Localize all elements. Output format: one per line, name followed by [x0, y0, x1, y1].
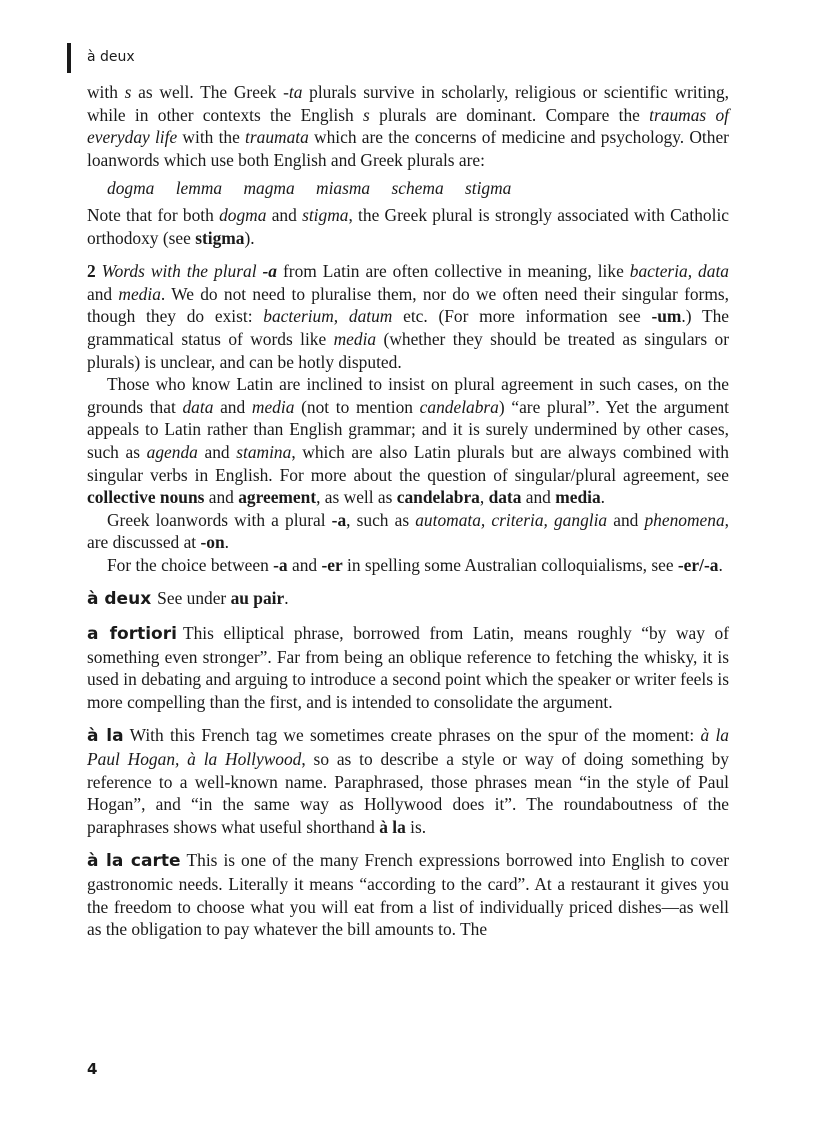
cross-reference[interactable]: candelabra: [396, 487, 480, 508]
section-number: 2: [87, 261, 96, 282]
entry-a-deux: à deux See under au pair.: [87, 588, 289, 610]
running-head: à deux: [87, 49, 135, 65]
loanword: magma: [243, 178, 295, 199]
loanword-list: [107, 177, 729, 200]
loanword: lemma: [175, 178, 223, 199]
entry-a-la: à la With this French tag we sometimes create phrases on the spur of the moment: à la Paul Hogan, à la Hollywood, so as to describe a style or way of doing something by reference to a well-known name. Paraphrased, those phrases mean “in the style of Paul Hogan”, and “in the same way as Hollywood does it”. The roundaboutness of the paraphrases shows what useful shorthand à la is.: [87, 725, 729, 837]
cross-reference[interactable]: collective nouns: [87, 487, 205, 508]
cross-reference[interactable]: media: [555, 487, 601, 508]
paragraph-spelling-choice: For the choice between -a and -er in spelling some Australian colloquialisms, see -er/-a.: [107, 554, 723, 575]
paragraph-note: Note that for both dogma and stigma, the Greek plural is strongly associated with Catholic orthodoxy (see stigma).: [87, 204, 730, 248]
entry-a-fortiori: a fortiori This elliptical phrase, borrowed from Latin, means roughly “by way of something even stronger”. Far from being an oblique reference to fetching the whisky, it is used in debating and arguing to introduce a second point which the speaker or writer feels is more compelling than the first, and is intended to consolidate the argument.: [87, 623, 730, 712]
headword: à la: [87, 726, 124, 747]
paragraph-greek-plurals: with s as well. The Greek -ta plurals survive in scholarly, religious or scientific writing, while in other contexts the English s plurals are dominant. Compare the traumas of everyday life with the traumata which are the concerns of medicine and psychology. Other loanwords which use both English and Greek plurals are:: [87, 82, 729, 170]
loanword: dogma: [107, 178, 155, 199]
cross-reference[interactable]: -on: [200, 532, 225, 553]
headword: à deux: [87, 589, 152, 610]
loanword: schema: [391, 178, 444, 199]
cross-reference[interactable]: data: [488, 487, 522, 508]
page-number: 4: [87, 1060, 98, 1078]
cross-reference[interactable]: au pair: [230, 588, 285, 609]
paragraph-greek-loanwords: Greek loanwords with a plural -a, such as automata, criteria, ganglia and phenomena, are discussed at -on.: [87, 509, 729, 553]
loanword: stigma: [465, 178, 512, 199]
cross-reference[interactable]: -er/-a: [677, 554, 719, 575]
headword: à la carte: [87, 851, 181, 872]
page-body: [87, 81, 729, 941]
cross-reference[interactable]: -um: [651, 306, 682, 327]
paragraph-latin-agreement: Those who know Latin are inclined to insist on plural agreement in such cases, on the grounds that data and media (not to mention candelabra) “are plural”. Yet the argument appeals to Latin rather than English grammar; and it is surely undermined by other cases, such as agenda and stamina, which are also Latin plurals but are always combined with singular verbs in English. For more about the question of singular/plural agreement, see collective nouns and agreement, as well as candelabra, data and media.: [87, 374, 730, 508]
cross-reference[interactable]: stigma: [195, 227, 245, 248]
cross-reference[interactable]: agreement: [238, 487, 317, 508]
entry-a-la-carte: à la carte This is one of the many French expressions borrowed into English to cover gastronomic needs. Literally it means “according to the card”. At a restaurant it gives you the freedom to choose what you will eat from a list of individually priced dishes—as well as the obligation to pay whatever the bill amounts to. The: [87, 850, 729, 940]
headword: a fortiori: [87, 624, 177, 645]
paragraph-latin-plurals: 2 Words with the plural -a from Latin are often collective in meaning, like bacteria, data and media. We do not need to pluralise them, nor do we often need their singular forms, though they do exist: bacterium, datum etc. (For more information see -um.) The grammatical status of words like media (whether they should be treated as singulars or plurals) is unclear, and can be hotly disputed.: [87, 261, 729, 372]
loanword: miasma: [316, 178, 371, 199]
running-head-rule: [67, 43, 71, 73]
